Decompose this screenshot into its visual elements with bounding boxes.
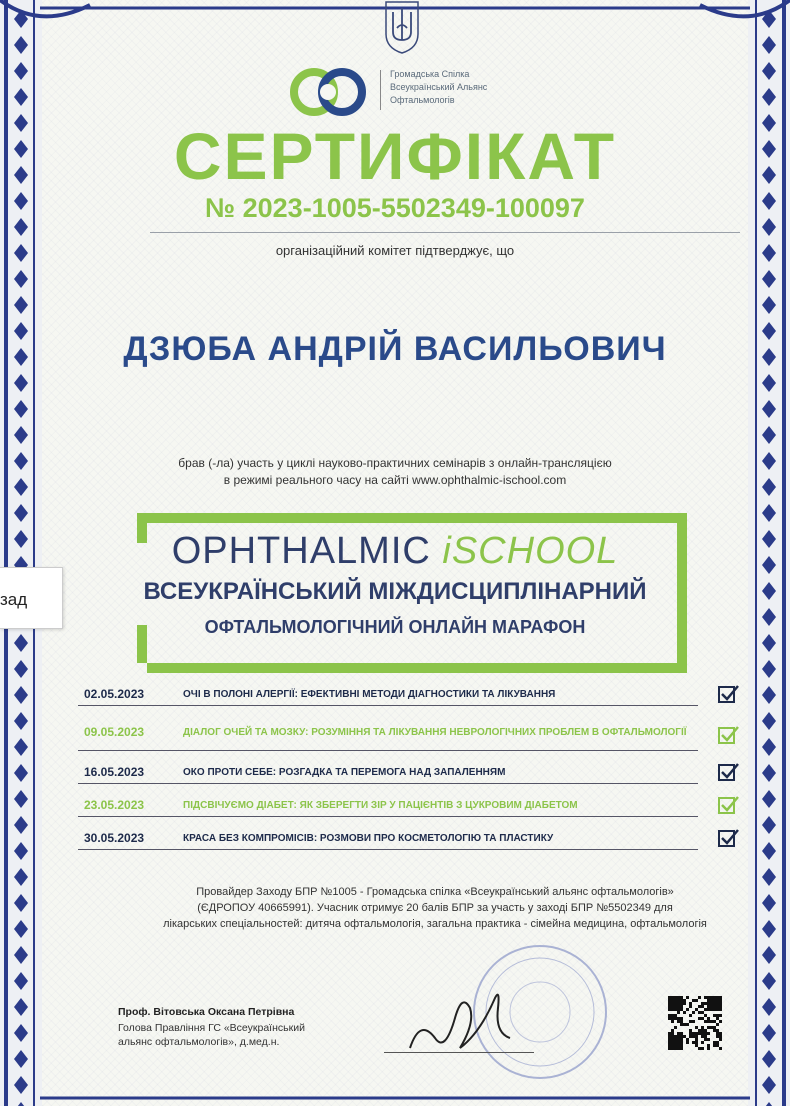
sessions-table — [78, 683, 748, 850]
organization-name — [390, 68, 590, 107]
checkbox-checked-icon — [718, 685, 740, 703]
trident-emblem-icon — [383, 0, 421, 54]
signature-icon — [400, 978, 530, 1062]
logo-divider — [380, 70, 381, 110]
checkbox-checked-icon — [718, 763, 740, 781]
brand-ophthalmic: OPHTHALMIC — [171, 530, 431, 572]
checkbox-checked-icon — [718, 726, 740, 744]
signer-role — [118, 1021, 378, 1049]
signer-name: Проф. Вітовська Оксана Петрівна — [118, 1006, 295, 1018]
qr-code-icon — [668, 996, 722, 1050]
org-name-line: Офтальмологів — [390, 95, 455, 105]
provider-info — [90, 884, 780, 932]
signer-role-line: Голова Правління ГС «Всеукраїнський — [118, 1022, 305, 1034]
checkbox-checked-icon — [718, 829, 740, 847]
org-name-line: Всеукраїнський Альянс — [390, 82, 488, 92]
session-topic: ДІАЛОГ ОЧЕЙ ТА МОЗКУ: РОЗУМІННЯ ТА ЛІКУВАННЯ НЕВРОЛОГІЧНИХ ПРОБЛЕМ В ОФТАЛЬМОЛОГІЇ — [183, 726, 687, 738]
back-button-label: зад — [0, 590, 28, 609]
session-date: 30.05.2023 — [84, 831, 145, 845]
session-date: 09.05.2023 — [84, 725, 145, 739]
org-name-line: Громадська Спілка — [390, 69, 470, 79]
checkbox-checked-icon — [718, 796, 740, 814]
participation-text — [150, 455, 640, 489]
session-row — [78, 794, 698, 817]
ophthalmic-ischool-logo — [0, 530, 790, 573]
session-date: 16.05.2023 — [84, 765, 145, 779]
signer-role-line: альянс офтальмологів», д.мед.н. — [118, 1036, 280, 1048]
brand-ischool: iSCHOOL — [442, 530, 619, 572]
session-row — [78, 827, 698, 850]
provider-line: Провайдер Заходу БПР №1005 - Громадська спілка «Всеукраїнський альянс офтальмологів» — [196, 886, 674, 898]
participation-line: брав (-ла) участь у циклі науково-практичних семінарів з онлайн-трансляцією — [178, 456, 612, 470]
session-row — [78, 714, 698, 751]
marathon-title-line1: ВСЕУКРАЇНСЬКИЙ МІЖДИСЦИПЛІНАРНИЙ — [143, 578, 647, 605]
back-button[interactable] — [0, 567, 63, 629]
session-row — [78, 683, 698, 706]
alliance-logo-icon — [288, 64, 368, 120]
session-topic: КРАСА БЕЗ КОМПРОМІСІВ: РОЗМОВИ ПРО КОСМЕТОЛОГІЮ ТА ПЛАСТИКУ — [183, 832, 554, 844]
divider-line — [150, 232, 740, 233]
recipient-name: ДЗЮБА АНДРІЙ ВАСИЛЬОВИЧ — [123, 330, 667, 368]
session-topic: ОЧІ В ПОЛОНІ АЛЕРГІЇ: ЕФЕКТИВНІ МЕТОДИ ДІАГНОСТИКИ ТА ЛІКУВАННЯ — [183, 688, 556, 700]
certificate-title: СЕРТИФІКАТ — [173, 119, 617, 193]
certificate-number: № 2023-1005-5502349-100097 — [205, 193, 585, 223]
session-topic: ПІДСВІЧУЄМО ДІАБЕТ: ЯК ЗБЕРЕГТИ ЗІР У ПАЦІЄНТІВ З ЦУКРОВИМ ДІАБЕТОМ — [183, 799, 578, 811]
session-topic: ОКО ПРОТИ СЕБЕ: РОЗГАДКА ТА ПЕРЕМОГА НАД ЗАПАЛЕННЯМ — [183, 766, 506, 778]
session-row — [78, 761, 698, 784]
marathon-title-line2: ОФТАЛЬМОЛОГІЧНИЙ ОНЛАЙН МАРАФОН — [204, 617, 586, 637]
confirmation-text: організаційний комітет підтверджує, що — [275, 243, 515, 258]
session-date: 23.05.2023 — [84, 798, 145, 812]
provider-line: (ЄДРОПОУ 40665991). Учасник отримує 20 балів БПР за участь у заході БПР №5502349 для — [197, 902, 673, 914]
ornament-border-bottom — [0, 1088, 790, 1106]
session-date: 02.05.2023 — [84, 687, 145, 701]
participation-line: в режимі реального часу на сайті www.ophthalmic-ischool.com — [223, 473, 567, 487]
provider-line: лікарських спеціальностей: дитяча офтальмологія, загальна практика - сімейна медицина, офтальмологія — [163, 918, 707, 930]
